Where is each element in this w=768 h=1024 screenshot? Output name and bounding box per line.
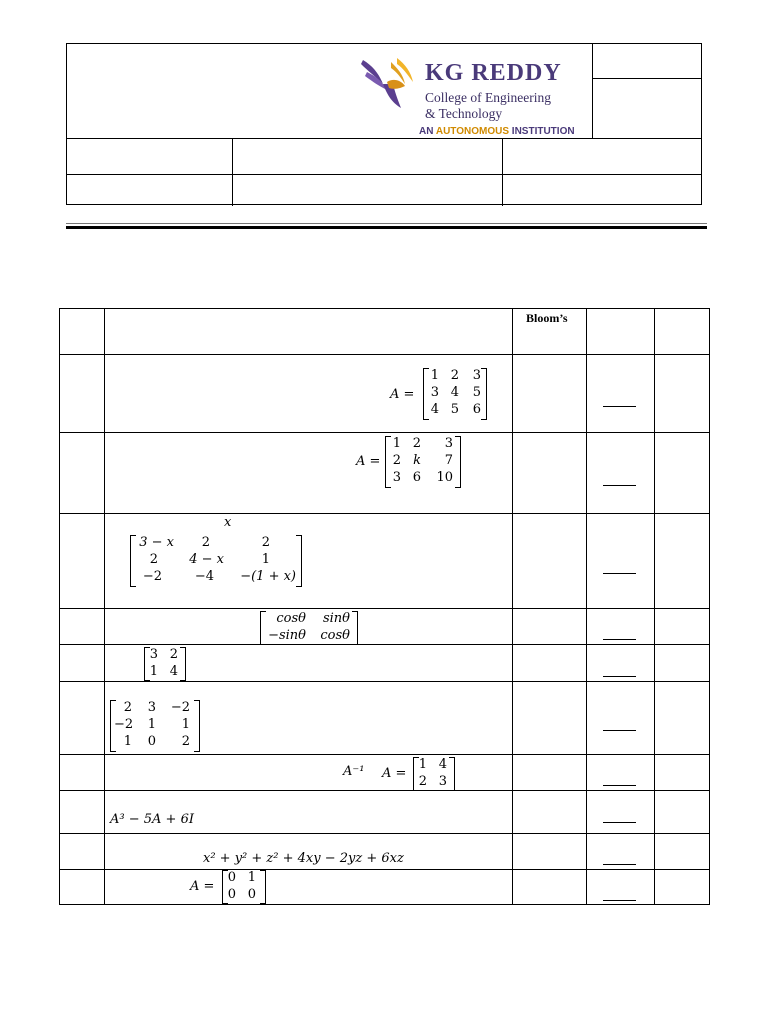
matrix-bracket xyxy=(260,870,266,904)
matrix-cell: 3 xyxy=(392,470,401,485)
matrix-cell: 4 − x xyxy=(189,552,224,567)
matrix-cell: k xyxy=(413,453,421,468)
matrix xyxy=(260,611,358,645)
tagline-text: INSTITUTION xyxy=(509,126,575,137)
matrix-cell: −2 xyxy=(114,717,134,732)
matrix-cell: 0 xyxy=(247,887,256,902)
separator-rule xyxy=(66,223,707,224)
blooms-column-header: Bloom’s xyxy=(526,311,568,325)
matrix-cell: −2 xyxy=(170,700,190,715)
college-logo xyxy=(357,54,587,137)
matrix-cell: 1 xyxy=(247,870,256,885)
matrix-cell: cosθ xyxy=(320,628,350,643)
tagline-highlight: AUTONOMOUS xyxy=(435,126,510,137)
matrix-cell: 2 xyxy=(392,453,401,468)
brand-subtitle: College of Engineering xyxy=(425,90,551,105)
row-divider xyxy=(60,432,709,433)
header-divider xyxy=(232,138,233,206)
matrix-cell: 3 xyxy=(149,647,158,662)
matrix-cell: 2 xyxy=(123,700,132,715)
answer-blank xyxy=(603,573,636,574)
matrix-cell: 1 xyxy=(418,757,427,772)
header-divider xyxy=(67,138,701,139)
matrix-cell: −sinθ xyxy=(268,628,306,643)
row-divider xyxy=(60,608,709,609)
matrix-bracket xyxy=(449,757,455,791)
expression: A³ − 5A + 6I xyxy=(110,812,194,827)
matrix-cell: 1 xyxy=(123,734,132,749)
matrix-cell: 2 xyxy=(418,774,427,789)
matrix-bracket xyxy=(194,700,200,752)
matrix-cell: 1 xyxy=(181,717,190,732)
matrix xyxy=(423,368,487,420)
matrix-label: A = xyxy=(356,454,381,469)
matrix-cell: 2 xyxy=(261,535,270,550)
answer-blank xyxy=(603,639,636,640)
matrix-cell: 3 − x xyxy=(139,535,174,550)
matrix-cell: 2 xyxy=(450,368,459,383)
row-divider xyxy=(60,354,709,355)
answer-blank xyxy=(603,485,636,486)
row-divider xyxy=(60,513,709,514)
matrix-cell: 6 xyxy=(472,402,481,417)
separator-rule xyxy=(66,226,707,229)
answer-blank xyxy=(603,406,636,407)
matrix xyxy=(385,436,461,488)
matrix-cell: 5 xyxy=(472,385,481,400)
matrix-cell: 2 xyxy=(201,535,210,550)
matrix-cell: −2 xyxy=(142,569,162,584)
matrix-bracket xyxy=(481,368,487,420)
matrix-cell: 3 xyxy=(430,385,439,400)
matrix-cell: 4 xyxy=(450,385,459,400)
row-divider xyxy=(60,681,709,682)
matrix-bracket xyxy=(180,647,186,681)
row-divider xyxy=(60,644,709,645)
matrix-bracket xyxy=(296,535,302,587)
matrix-cell: 0 xyxy=(227,887,236,902)
matrix-label: A = xyxy=(190,879,215,894)
matrix-label: A = xyxy=(390,387,415,402)
header-divider xyxy=(592,44,593,139)
matrix-cell: 2 xyxy=(412,436,421,451)
matrix-bracket xyxy=(455,436,461,488)
document-header xyxy=(66,43,702,205)
column-divider xyxy=(512,309,513,904)
row-divider xyxy=(60,869,709,870)
matrix-cell: 1 xyxy=(430,368,439,383)
matrix-cell: 2 xyxy=(169,647,178,662)
matrix-cell: 6 xyxy=(412,470,421,485)
matrix-cell: 1 xyxy=(149,664,158,679)
header-divider xyxy=(502,138,503,206)
matrix xyxy=(413,757,455,791)
matrix-cell: 7 xyxy=(444,453,453,468)
answer-blank xyxy=(603,864,636,865)
matrix-cell: 0 xyxy=(227,870,236,885)
matrix-cell: 10 xyxy=(436,470,453,485)
answer-blank xyxy=(603,730,636,731)
answer-blank xyxy=(603,900,636,901)
row-divider xyxy=(60,833,709,834)
header-divider xyxy=(67,174,701,175)
matrix xyxy=(130,535,302,587)
matrix-cell: cosθ xyxy=(276,611,306,626)
brand-tagline xyxy=(419,126,575,137)
matrix-cell: 4 xyxy=(169,664,178,679)
answer-blank xyxy=(603,676,636,677)
column-divider xyxy=(104,309,105,904)
matrix-cell: sinθ xyxy=(322,611,350,626)
question-table xyxy=(59,308,710,905)
matrix-cell: 3 xyxy=(438,774,447,789)
matrix-cell: 1 xyxy=(147,717,156,732)
matrix-cell: 3 xyxy=(444,436,453,451)
matrix xyxy=(222,870,266,904)
column-divider xyxy=(586,309,587,904)
matrix-cell: 5 xyxy=(450,402,459,417)
matrix-label: A = xyxy=(382,766,407,781)
matrix-cell: 4 xyxy=(438,757,447,772)
matrix-cell: 3 xyxy=(147,700,156,715)
matrix-cell: 4 xyxy=(430,402,439,417)
row-divider xyxy=(60,790,709,791)
header-divider xyxy=(592,78,701,79)
matrix-cell: 1 xyxy=(261,552,270,567)
matrix-cell: 3 xyxy=(472,368,481,383)
matrix-cell: 0 xyxy=(147,734,156,749)
matrix xyxy=(144,647,186,681)
column-divider xyxy=(654,309,655,904)
matrix-bracket xyxy=(352,611,358,645)
variable-label: x xyxy=(224,515,232,530)
brand-name: KG REDDY xyxy=(425,60,562,86)
matrix-cell: −4 xyxy=(194,569,214,584)
row-divider xyxy=(60,754,709,755)
matrix xyxy=(110,700,200,752)
matrix-cell: 2 xyxy=(149,552,158,567)
answer-blank xyxy=(603,822,636,823)
tagline-text: AN xyxy=(419,126,436,137)
matrix-cell: 1 xyxy=(392,436,401,451)
inverse-label: A⁻¹ xyxy=(343,764,365,779)
brand-subtitle: & Technology xyxy=(425,106,503,121)
eagle-icon xyxy=(357,54,421,118)
answer-blank xyxy=(603,785,636,786)
matrix-cell: −(1 + x) xyxy=(240,569,296,584)
matrix-cell: 2 xyxy=(181,734,190,749)
expression: x² + y² + z² + 4xy − 2yz + 6xz xyxy=(203,851,404,866)
